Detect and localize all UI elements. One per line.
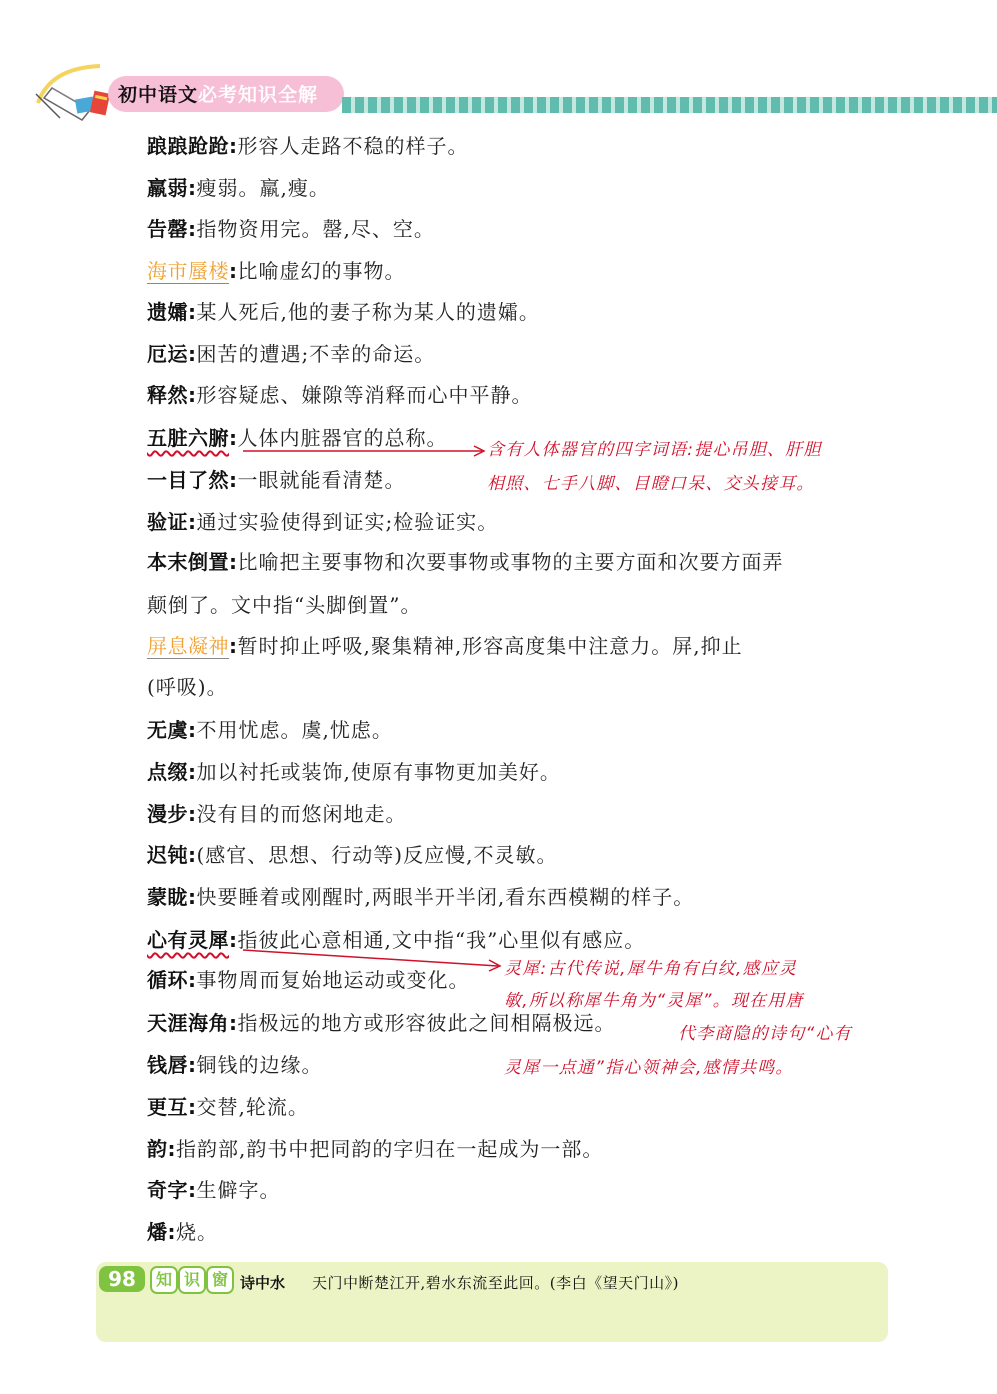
annotation-lingxi-line4: 灵犀一点通”指心领神会,感情共鸣。 xyxy=(504,1058,794,1078)
vocab-definition: 快要睡着或刚醒时,两眼半开半闭,看东西模糊的样子。 xyxy=(196,885,695,909)
vocab-definition: 某人死后,他的妻子称为某人的遗孀。 xyxy=(196,300,540,324)
vocab-term: 遗孀 xyxy=(147,300,188,324)
vocab-entry: 无虞:不用忧虑。虞,忧虑。 xyxy=(147,718,393,742)
vocab-term-underlined: 心有灵犀 xyxy=(147,928,229,952)
vocab-term: 燔 xyxy=(147,1220,168,1244)
vocab-entry: 一目了然:一眼就能看清楚。 xyxy=(147,468,406,492)
vocab-definition: 比喻虚幻的事物。 xyxy=(237,259,406,283)
header-title-sub: 必考知识全解 xyxy=(198,84,319,106)
vocab-entry: 奇字:生僻字。 xyxy=(147,1178,281,1202)
vocab-term: 迟钝 xyxy=(147,843,188,867)
vocab-term: 释然 xyxy=(147,383,188,407)
vocab-definition: 通过实验使得到证实;检验证实。 xyxy=(196,510,499,534)
vocab-definition: 事物周而复始地运动或变化。 xyxy=(196,968,470,992)
vocab-definition: 一眼就能看清楚。 xyxy=(237,468,406,492)
vocab-entry: 天涯海角:指极远的地方或形容彼此之间相隔极远。 xyxy=(147,1011,616,1035)
vocab-definition: 不用忧虑。虞,忧虑。 xyxy=(196,718,393,742)
knowledge-window-char: 识 xyxy=(178,1266,206,1294)
vocab-term-highlighted: 屏息凝神 xyxy=(147,634,229,658)
vocab-entry: 五脏六腑:人体内脏器官的总称。 xyxy=(147,426,448,450)
vocab-entry: 循环:事物周而复始地运动或变化。 xyxy=(147,968,470,992)
vocab-definition: 生僻字。 xyxy=(196,1178,281,1202)
vocab-definition: 困苦的遭遇;不幸的命运。 xyxy=(196,342,436,366)
header-title-main: 初中语文 xyxy=(118,84,199,106)
annotation-organs-line1: 含有人体器官的四字词语:提心吊胆、肝胆 xyxy=(487,440,822,460)
vocab-definition: 加以衬托或装饰,使原有事物更加美好。 xyxy=(196,760,561,784)
vocab-definition: 比喻把主要事物和次要事物或事物的主要方面和次要方面弄 xyxy=(237,550,784,574)
vocab-term: 循环 xyxy=(147,968,188,992)
header-stripe xyxy=(342,97,997,113)
vocab-term: 天涯海角 xyxy=(147,1011,229,1035)
annotation-lingxi-line3: 代李商隐的诗句“心有 xyxy=(678,1024,852,1044)
vocab-term: 蒙眬 xyxy=(147,885,188,909)
vocab-entry: 验证:通过实验使得到证实;检验证实。 xyxy=(147,510,499,534)
vocab-entry: 韵:指韵部,韵书中把同韵的字归在一起成为一部。 xyxy=(147,1137,604,1161)
vocab-entry: 遗孀:某人死后,他的妻子称为某人的遗孀。 xyxy=(147,300,540,324)
vocab-term: 告罄 xyxy=(147,217,188,241)
vocab-entry: 屏息凝神:暂时抑止呼吸,聚集精神,形容高度集中注意力。屏,抑止 xyxy=(147,634,743,658)
vocab-definition: 烧。 xyxy=(176,1220,218,1244)
annotation-lingxi-line1: 灵犀:古代传说,犀牛角有白纹,感应灵 xyxy=(504,959,798,979)
vocab-definition: 形容人走路不稳的样子。 xyxy=(237,134,469,158)
vocab-definition: 形容疑虑、嫌隙等消释而心中平静。 xyxy=(196,383,533,407)
vocab-term: 厄运 xyxy=(147,342,188,366)
vocab-definition: 指极远的地方或形容彼此之间相隔极远。 xyxy=(237,1011,616,1035)
vocab-definition-continued: 颠倒了。文中指“头脚倒置”。 xyxy=(147,593,422,617)
knowledge-window-char: 知 xyxy=(150,1266,178,1294)
vocab-definition: 瘦弱。羸,瘦。 xyxy=(196,176,330,200)
vocab-entry: 钱唇:铜钱的边缘。 xyxy=(147,1053,323,1077)
vocab-term-underlined: 五脏六腑 xyxy=(147,426,229,450)
vocab-term: 奇字 xyxy=(147,1178,188,1202)
header-title xyxy=(118,80,318,107)
page-header xyxy=(0,0,997,130)
vocab-entry: 厄运:困苦的遭遇;不幸的命运。 xyxy=(147,342,436,366)
vocab-definition: 暂时抑止呼吸,聚集精神,形容高度集中注意力。屏,抑止 xyxy=(237,634,743,658)
vocab-entry: 迟钝:(感官、思想、行动等)反应慢,不灵敏。 xyxy=(147,843,558,867)
vocab-term: 无虞 xyxy=(147,718,188,742)
vocab-term-highlighted: 海市蜃楼 xyxy=(147,259,229,283)
annotation-organs-line2: 相照、七手八脚、目瞪口呆、交头接耳。 xyxy=(487,474,815,494)
vocab-entry: 更互:交替,轮流。 xyxy=(147,1095,309,1119)
vocab-definition-continued: (呼吸)。 xyxy=(147,675,228,699)
vocab-term: 一目了然 xyxy=(147,468,229,492)
vocab-term: 更互 xyxy=(147,1095,188,1119)
vocab-term: 点缀 xyxy=(147,760,188,784)
vocab-term: 韵 xyxy=(147,1137,168,1161)
vocab-definition: 铜钱的边缘。 xyxy=(196,1053,323,1077)
vocab-entry: 燔:烧。 xyxy=(147,1220,218,1244)
vocab-entry: 心有灵犀:指彼此心意相通,文中指“我”心里似有感应。 xyxy=(147,928,646,952)
page-number: 98 xyxy=(99,1266,145,1292)
vocab-entry-continued xyxy=(147,673,228,701)
vocab-definition: 人体内脏器官的总称。 xyxy=(237,426,448,450)
vocab-definition: 指物资用完。罄,尽、空。 xyxy=(196,217,435,241)
vocab-definition: (感官、思想、行动等)反应慢,不灵敏。 xyxy=(196,843,558,867)
vocab-entry: 踉踉跄跄:形容人走路不稳的样子。 xyxy=(147,134,469,158)
vocab-definition: 指韵部,韵书中把同韵的字归在一起成为一部。 xyxy=(176,1137,604,1161)
annotation-lingxi-line2: 敏,所以称犀牛角为“灵犀”。现在用唐 xyxy=(504,991,804,1011)
vocab-term: 羸弱 xyxy=(147,176,188,200)
vocab-term: 本末倒置 xyxy=(147,550,229,574)
vocab-definition: 没有目的而悠闲地走。 xyxy=(196,802,407,826)
knowledge-window-label: 诗中水 xyxy=(240,1274,286,1292)
book-pencil-logo-icon xyxy=(30,58,120,128)
vocab-definition: 交替,轮流。 xyxy=(196,1095,309,1119)
knowledge-window-text: 天门中断楚江开,碧水东流至此回。(李白《望天门山》) xyxy=(312,1274,679,1292)
vocab-entry: 海市蜃楼:比喻虚幻的事物。 xyxy=(147,259,406,283)
vocab-entry: 蒙眬:快要睡着或刚醒时,两眼半开半闭,看东西模糊的样子。 xyxy=(147,885,695,909)
vocab-entry: 释然:形容疑虑、嫌隙等消释而心中平静。 xyxy=(147,383,533,407)
vocab-term: 踉踉跄跄 xyxy=(147,134,229,158)
vocab-entry: 告罄:指物资用完。罄,尽、空。 xyxy=(147,217,435,241)
knowledge-window-char: 窗 xyxy=(206,1266,234,1294)
vocab-term: 钱唇 xyxy=(147,1053,188,1077)
vocab-entry: 点缀:加以衬托或装饰,使原有事物更加美好。 xyxy=(147,760,561,784)
vocab-entry-continued xyxy=(147,591,421,619)
vocab-entry: 本末倒置:比喻把主要事物和次要事物或事物的主要方面和次要方面弄 xyxy=(147,550,784,574)
vocab-entry: 羸弱:瘦弱。羸,瘦。 xyxy=(147,176,330,200)
vocab-term: 漫步 xyxy=(147,802,188,826)
vocab-entry: 漫步:没有目的而悠闲地走。 xyxy=(147,802,407,826)
vocab-definition: 指彼此心意相通,文中指“我”心里似有感应。 xyxy=(237,928,646,952)
vocab-term: 验证 xyxy=(147,510,188,534)
